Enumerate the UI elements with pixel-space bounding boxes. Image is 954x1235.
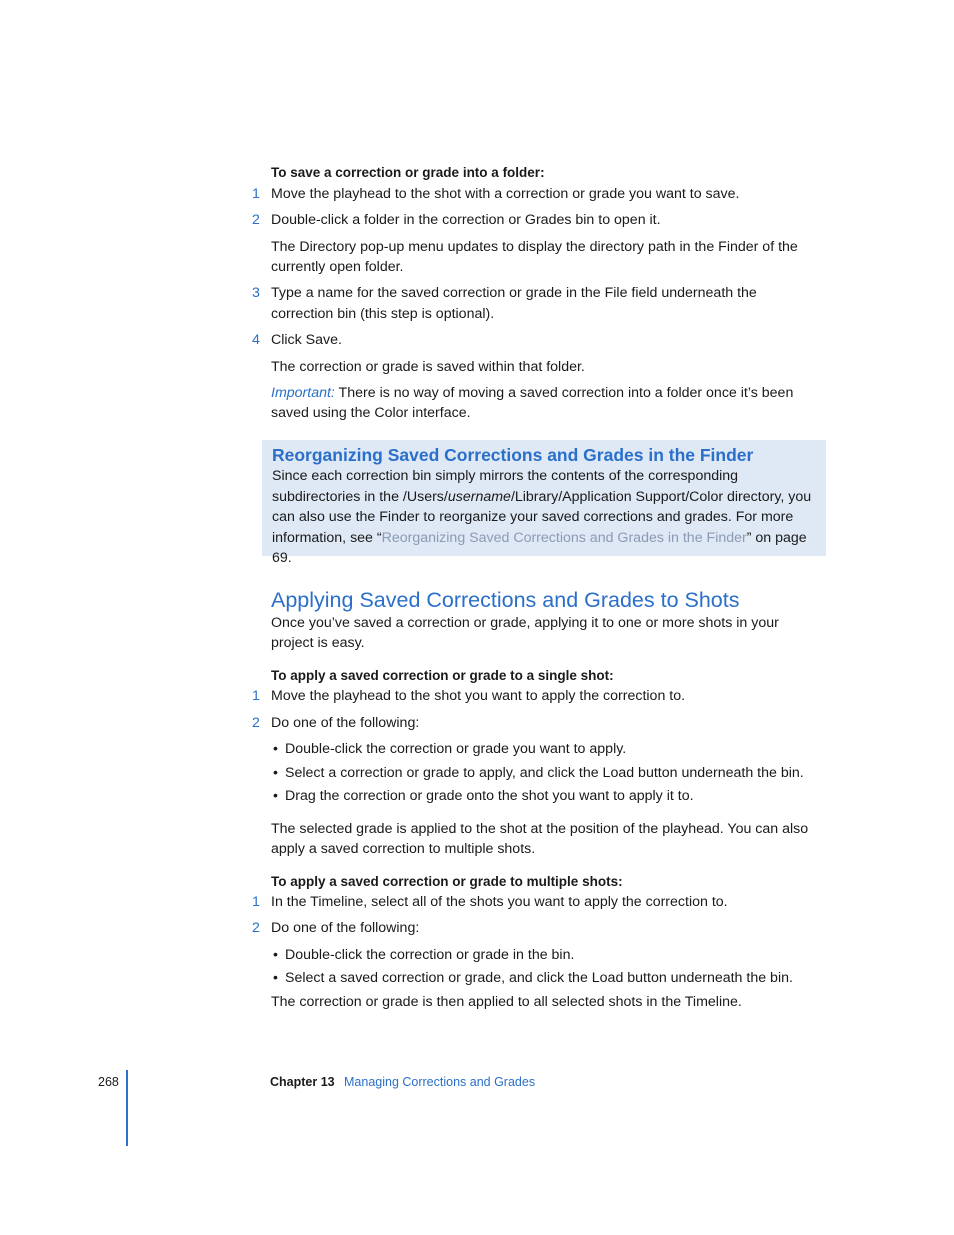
sidebar-text: /Library/Application Support/Color directory, you <box>510 488 812 505</box>
bullet-text: Double-click the correction or grade in the bin. <box>285 947 575 963</box>
step-note: currently open folder. <box>271 259 404 275</box>
step-text: Move the playhead to the shot with a correction or grade you want to save. <box>271 186 740 202</box>
important-note-cont: saved using the Color interface. <box>271 405 471 421</box>
intro-text: project is easy. <box>271 635 365 651</box>
step-number: 2 <box>252 920 260 936</box>
result-note: The selected grade is applied to the shot at the position of the playhead. You can also <box>271 821 809 837</box>
task-heading-single: To apply a saved correction or grade to a single shot: <box>271 668 614 683</box>
sidebar-line: Since each correction bin simply mirrors the contents of the corresponding <box>272 468 739 484</box>
bullet-mark: • <box>273 741 278 757</box>
bullet-mark: • <box>273 970 278 986</box>
page-number: 268 <box>98 1075 119 1089</box>
important-note <box>271 383 831 404</box>
step-text: Do one of the following: <box>271 715 420 731</box>
step-number: 2 <box>252 715 260 731</box>
step-text: Do one of the following: <box>271 920 420 936</box>
footer-rule <box>126 1070 128 1146</box>
step-text: Move the playhead to the shot you want to apply the correction to. <box>271 688 686 704</box>
sidebar-line <box>272 528 820 569</box>
important-label: Important: <box>271 385 335 401</box>
sidebar-line: can also use the Finder to reorganize your saved corrections and grades. For more <box>272 509 794 525</box>
step-number: 1 <box>252 894 260 910</box>
step-text: Type a name for the saved correction or grade in the File field underneath the <box>271 285 757 301</box>
step-note: The Directory pop-up menu updates to display the directory path in the Finder of the <box>271 239 798 255</box>
bullet-mark: • <box>273 947 278 963</box>
result-note: apply a saved correction to multiple shots. <box>271 841 536 857</box>
bullet-text: Select a saved correction or grade, and click the Load button underneath the bin. <box>285 970 793 986</box>
step-number: 4 <box>252 332 260 348</box>
result-note: The correction or grade is then applied to all selected shots in the Timeline. <box>271 994 742 1010</box>
bullet-mark: • <box>273 788 278 804</box>
sidebar-body <box>272 466 820 569</box>
step-text: Double-click a folder in the correction or Grades bin to open it. <box>271 212 661 228</box>
step-note: The correction or grade is saved within that folder. <box>271 359 585 375</box>
step-text: In the Timeline, select all of the shots you want to apply the correction to. <box>271 894 728 910</box>
step-number: 3 <box>252 285 260 301</box>
intro-text: Once you’ve saved a correction or grade, applying it to one or more shots in your <box>271 615 779 631</box>
step-number: 1 <box>252 186 260 202</box>
step-number: 2 <box>252 212 260 228</box>
bullet-text: Select a correction or grade to apply, and click the Load button underneath the bin. <box>285 765 804 781</box>
bullet-text: Double-click the correction or grade you want to apply. <box>285 741 627 757</box>
sidebar-italic: username <box>447 488 511 505</box>
bullet-mark: • <box>273 765 278 781</box>
sidebar-title: Reorganizing Saved Corrections and Grades in the Finder <box>272 445 754 465</box>
section-title: Applying Saved Corrections and Grades to Shots <box>271 588 740 612</box>
sidebar-line <box>272 487 820 508</box>
bullet-text: Drag the correction or grade onto the shot you want to apply it to. <box>285 788 694 804</box>
important-text: There is no way of moving a saved correction into a folder once it’s been <box>334 385 794 401</box>
sidebar-text: ” on page 69. <box>272 529 807 566</box>
step-text: correction bin (this step is optional). <box>271 306 495 322</box>
task-heading-save: To save a correction or grade into a folder: <box>271 165 545 180</box>
cross-reference-link[interactable]: Reorganizing Saved Corrections and Grades in the Finder <box>381 529 747 546</box>
footer-chapter-title: Managing Corrections and Grades <box>344 1075 536 1089</box>
footer-chapter: Chapter 13 <box>270 1075 335 1089</box>
sidebar-text: subdirectories in the /Users/ <box>272 488 448 505</box>
sidebar-text: information, see “ <box>272 529 382 546</box>
step-text: Click Save. <box>271 332 342 348</box>
task-heading-multi: To apply a saved correction or grade to multiple shots: <box>271 874 623 889</box>
step-number: 1 <box>252 688 260 704</box>
